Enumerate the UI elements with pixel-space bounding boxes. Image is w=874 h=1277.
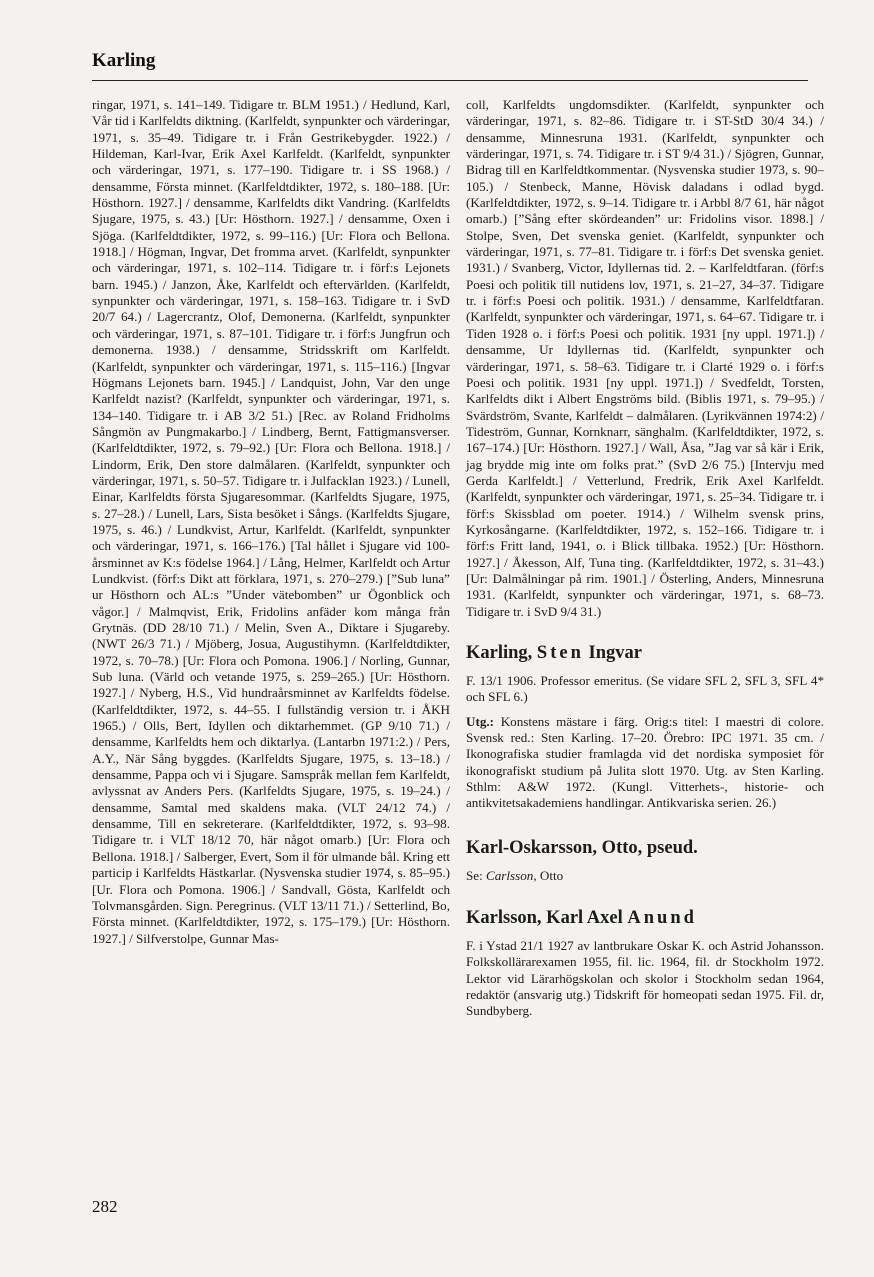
header-rule xyxy=(92,80,808,81)
see-reference xyxy=(466,868,824,884)
see-label: Se: xyxy=(466,867,487,883)
left-column xyxy=(92,97,450,947)
right-column xyxy=(466,97,824,1020)
see-target: Carlsson, xyxy=(486,867,537,883)
entry-bio: F. 13/1 1906. Professor emeritus. (Se vidare SFL 2, SFL 3, SFL 4* och SFL 6.) xyxy=(466,673,824,705)
entry-heading-karl-oskarsson: Karl-Oskarsson, Otto, pseud. xyxy=(466,837,698,858)
bibliography-continuation-right: coll, Karlfeldts ungdomsdikter. (Karlfeldt, synpunkter och värderingar, 1971, s. 82–86. Tidigare tr. i ST-StD 30/4 34.) / densamme, Minnesruna 1931. (Karlfeldt, synpunkter och värderingar, 1971, s. 74. Tidigare tr. i ST 9/4 31.) / Sjögren, Gunnar, Bidrag till en Karlfeldtkommentar. (Nysvenska studier 1973, s. 90–105.) / Stenbeck, Manne, Hövisk daladans i odlad bygd. (Karlfeldtdikter, 1972, s. 9–14. Tidigare tr. i Arbbl 8/7 61, här något omarb.) [”Sång efter skördeanden” ur: Fridolins visor. 1898.] / Stolpe, Sven, Det svenska geniet. (Karlfeldt, synpunkter och värderingar, 1971, s. 77–81. Tidigare tr. i förf:s Det svenska geniet. 1931.) / Svanberg, Victor, Idyllernas tid. 2. – Karlfeldtfaran. (förf:s Poesi och politik till nutidens lov, 1971, s. 21–27, 34–37. Tidigare tr. i förf:s Poesi och politik. 1931.) / densamme, Karlfeldtfaran. (Karlfeldt, synpunkter och värderingar, 1971, s. 64–67. Tidigare tr. i Tiden 1928 o. i förf:s Poesi och politik. 1931 [ny uppl. 1971.]) / densamme, Ur Idyllernas tid. (Karlfeldt, synpunkter och värderingar, 1971, s. 58–63. Tidigare tr. i Clarté 1929 o. i förf:s Poesi och politik. 1931 [ny uppl. 1971.]) / Svedfeldt, Torsten, Karlfeldts dikt i Albert Engströms bild. (Biblis 1971, s. 79–95.) / Svärdström, Svante, Karlfeldt – dalmålaren. (Lyrikvännen 1974:2) / Tideström, Gunnar, Kornknarr, sänghalm. (Karlfeldtdikter, 1972, s. 167–174.) [Ur: Hösthorn. 1927.] / Wall, Åsa, ”Jag var så kär i Erik, jag brydde mig inte om folks prat.” (SvD 2/6 75.) [Intervju med Gerda Karlfeldt.] / Vetterlund, Fredrik, Erik Axel Karlfeldt. (Karlfeldt, synpunkter och värderingar, 1971, s. 25–34. Tidigare tr. i förf:s Skissblad om poeter. 1914.) / Wilhelm svensk prins, Kyrkosångarne. (Karlfeldtdikter, 1972, s. 152–166. Tidigare tr. i förf:s Fritt land, 1941, o. i Blick tillbaka. 1952.) [Ur: Hösthorn. 1927.] / Åkesson, Alf, Tuna ting. (Karlfeldtdikter, 1972, s. 31–43.) [Ur: Dalmålningar på rim. 1901.] / Österling, Anders, Minnesruna 1931. (Karlfeldt, synpunkter och värderingar, 1971, s. 68–73. Tidigare tr. i SvD 9/4 31.) xyxy=(466,97,824,619)
entry-heading-karling-sten xyxy=(466,642,824,664)
bibliography-continuation: ringar, 1971, s. 141–149. Tidigare tr. BLM 1951.) / Hedlund, Karl, Vår tid i Karlfeldts diktning. (Karlfeldt, synpunkter och värderingar, 1971, s. 35–49. Tidigare tr. i Från Gestrikebygder. 1922.) / Hildeman, Karl-Ivar, Erik Axel Karlfeldt. (Karlfeldt, synpunkter och värderingar, 1971, s. 177–190. Tidigare tr. i SS 1968.) / densamme, Första minnet. (Karlfeldtdikter, 1972, s. 180–188. [Ur: Hösthorn. 1927.] / densamme, Karlfeldts dikt Vandring. (Karlfeldts Sjugare, 1975, s. 43.) [Ur: Hösthorn. 1927.] / densamme, Oxen i Sjöga. (Karlfeldtdikter, 1972, s. 99–116.) [Ur: Flora och Bellona. 1918.] / Högman, Ingvar, Det fromma arvet. (Karlfeldt, synpunkter och värderingar, 1971, s. 102–114. Tidigare tr. i förf:s Lejonets barn. 1945.) / Janzon, Åke, Karlfeldt och eftervärlden. (Karlfeldt, synpunkter och värderingar, 1971, s. 158–163. Tidigare tr. i SvD 20/7 64.) / Lagercrantz, Olof, Demonerna. (Karlfeldt, synpunkter och värderingar, 1971, s. 87–101. Tidigare tr. i förf:s Jungfrun och demonerna. 1938.) / densamme, Stridsskrift om Karlfeldt. (Karlfeldt, synpunkter och värderingar, 1971, s. 115–116.) [Ingvar Högmans Lejonets barn. 1945.] / Landquist, John, Var den unge Karlfeldt nazist? (Karlfeldt, synpunkter och värderingar, 1971, s. 134–140. Tidigare tr. i AB 3/2 51.) [Rec. av Roland Fridholms Sångmön av Pungmakarbo.] / Lindberg, Bernt, Fattigmansverser. (Karlfeldtdikter, 1972, s. 79–92.) [Ur: Flora och Bellona. 1918.] / Lindorm, Erik, Den store dalmålaren. (Karlfeldt, synpunkter och värderingar, 1971, s. 50–57. Tidigare tr. i Julfacklan 1923.) / Lunell, Einar, Karlfeldts första Sjugaresommar. (Karlfeldts Sjugare, 1975, s. 27–28.) / Lunell, Lars, Sista besöket i Sångs. (Karlfeldts Sjugare, 1975, s. 46.) / Lundkvist, Artur, Karlfeldt. (Karlfeldt, synpunkter och värderingar, 1971, s. 166–176.) [Tal hållet i Sjugare vid 100-årsminnet av K:s födelse 1964.] / Lång, Helmer, Karlfeldt och Artur Lundkvist. (förf:s Dikt att förklara, 1971, s. 270–279.) [”Sub luna” ur Hösthorn och AL:s ”Under vätebomben” ur Ögonblick och vågor.] / Malmqvist, Erik, Fridolins anfäder kom många från Grytnäs. (DD 28/10 71.) / Melin, Sven A., Diktare i Sjugareby. (NWT 26/3 71.) / Mjöberg, Josua, Augustihymn. (Karlfeldtdikter, 1972, s. 70–78.) [Ur: Flora och Pomona. 1906.] / Norling, Gunnar, Sub luna. (Värld och vetande 1975, s. 259–265.) [Ur: Hösthorn. 1927.] / Nyberg, H.S., Vid hundraårsminnet av Karlfeldts födelse. (Karlfeldtdikter, 1972, s. 44–55. I fullständig version tr. i ÅKH 1965.) / Olls, Bert, Idyllen och diktarhemmet. (GP 9/10 71.) / densamme, Karlfeldts hem och diktarlya. (Lantarbn 1971:2.) / Pers, A.Y., När Sång byggdes. (Karlfeldts Sjugare, 1975, s. 13–18.) / densamme, Pappa och vi i Sjugare. Samspråk mellan fem Karlfeldt, avlyssnat av Anders Pers. (Karlfeldts Sjugare, 1975, s. 19–24.) / densamme, Samtal med skaldens maka. (VLT 24/12 74.) / densamme, Till en sekreterare. (Karlfeldtdikter, 1972, s. 93–98. Tidigare tr. i VLT 18/12 70, här något omarb.) [Ur: Flora och Bellona. 1918.] / Salberger, Evert, Som il för ulmande bål. Kring ett particip i Karlfeldts Hästkarlar. (Nysvenska studier 1974, s. 85–95.) [Ur. Flora och Pomona. 1906.] / Sandvall, Gösta, Karlfeldt och Tolvmansgården. Sign. Peregrinus. (VLT 13/11 71.) / Setterlind, Bo, Första minnet. (Karlfeldtdikter, 1972, s. 175–179.) [Ur: Hösthorn. 1927.] / Silfverstolpe, Gunnar Mas- xyxy=(92,97,450,946)
entry-heading-spaced-name: Anund xyxy=(627,908,697,929)
see-rest: Otto xyxy=(536,867,564,883)
page-number: 282 xyxy=(92,1197,118,1216)
entry-works xyxy=(466,714,824,812)
running-header: Karling xyxy=(92,50,156,71)
entry-heading-spaced-name: Sten xyxy=(536,643,584,663)
works-text: Konstens mästare i färg. Orig:s titel: I maestri di colore. Svensk red.: Sten Karling. 17–20. Örebro: IPC 1971. 35 cm. / Ikonografiska studier framlagda vid det nordiska symposiet för ikonografiskt studium på Julita slott 1970. Utg. av Sten Karling. Sthlm: A&W 1972. (Kungl. Vitterhets-, historie- och antikvitetsakademiens handlingar. Antikvariska serien. 26.) xyxy=(466,713,824,811)
entry-heading-karlsson-karl-axel xyxy=(466,907,824,929)
entry-heading-prefix: Karling, xyxy=(466,643,537,663)
works-label: Utg.: xyxy=(466,713,494,729)
entry-heading-suffix: Ingvar xyxy=(583,643,642,663)
entry-heading-prefix: Karlsson, Karl Axel xyxy=(466,908,628,929)
entry-bio: F. i Ystad 21/1 1927 av lantbrukare Oskar K. och Astrid Johansson. Folkskollärarexamen 1955, fil. lic. 1964, fil. dr Stockholm 1972. Lektor vid Lärarhögskolan och skolor i Stockholm sedan 1964, redaktör (ansvarig utg.) Tidskrift för homeopati sedan 1975. Fil. dr, Sundbyberg. xyxy=(466,938,824,1019)
